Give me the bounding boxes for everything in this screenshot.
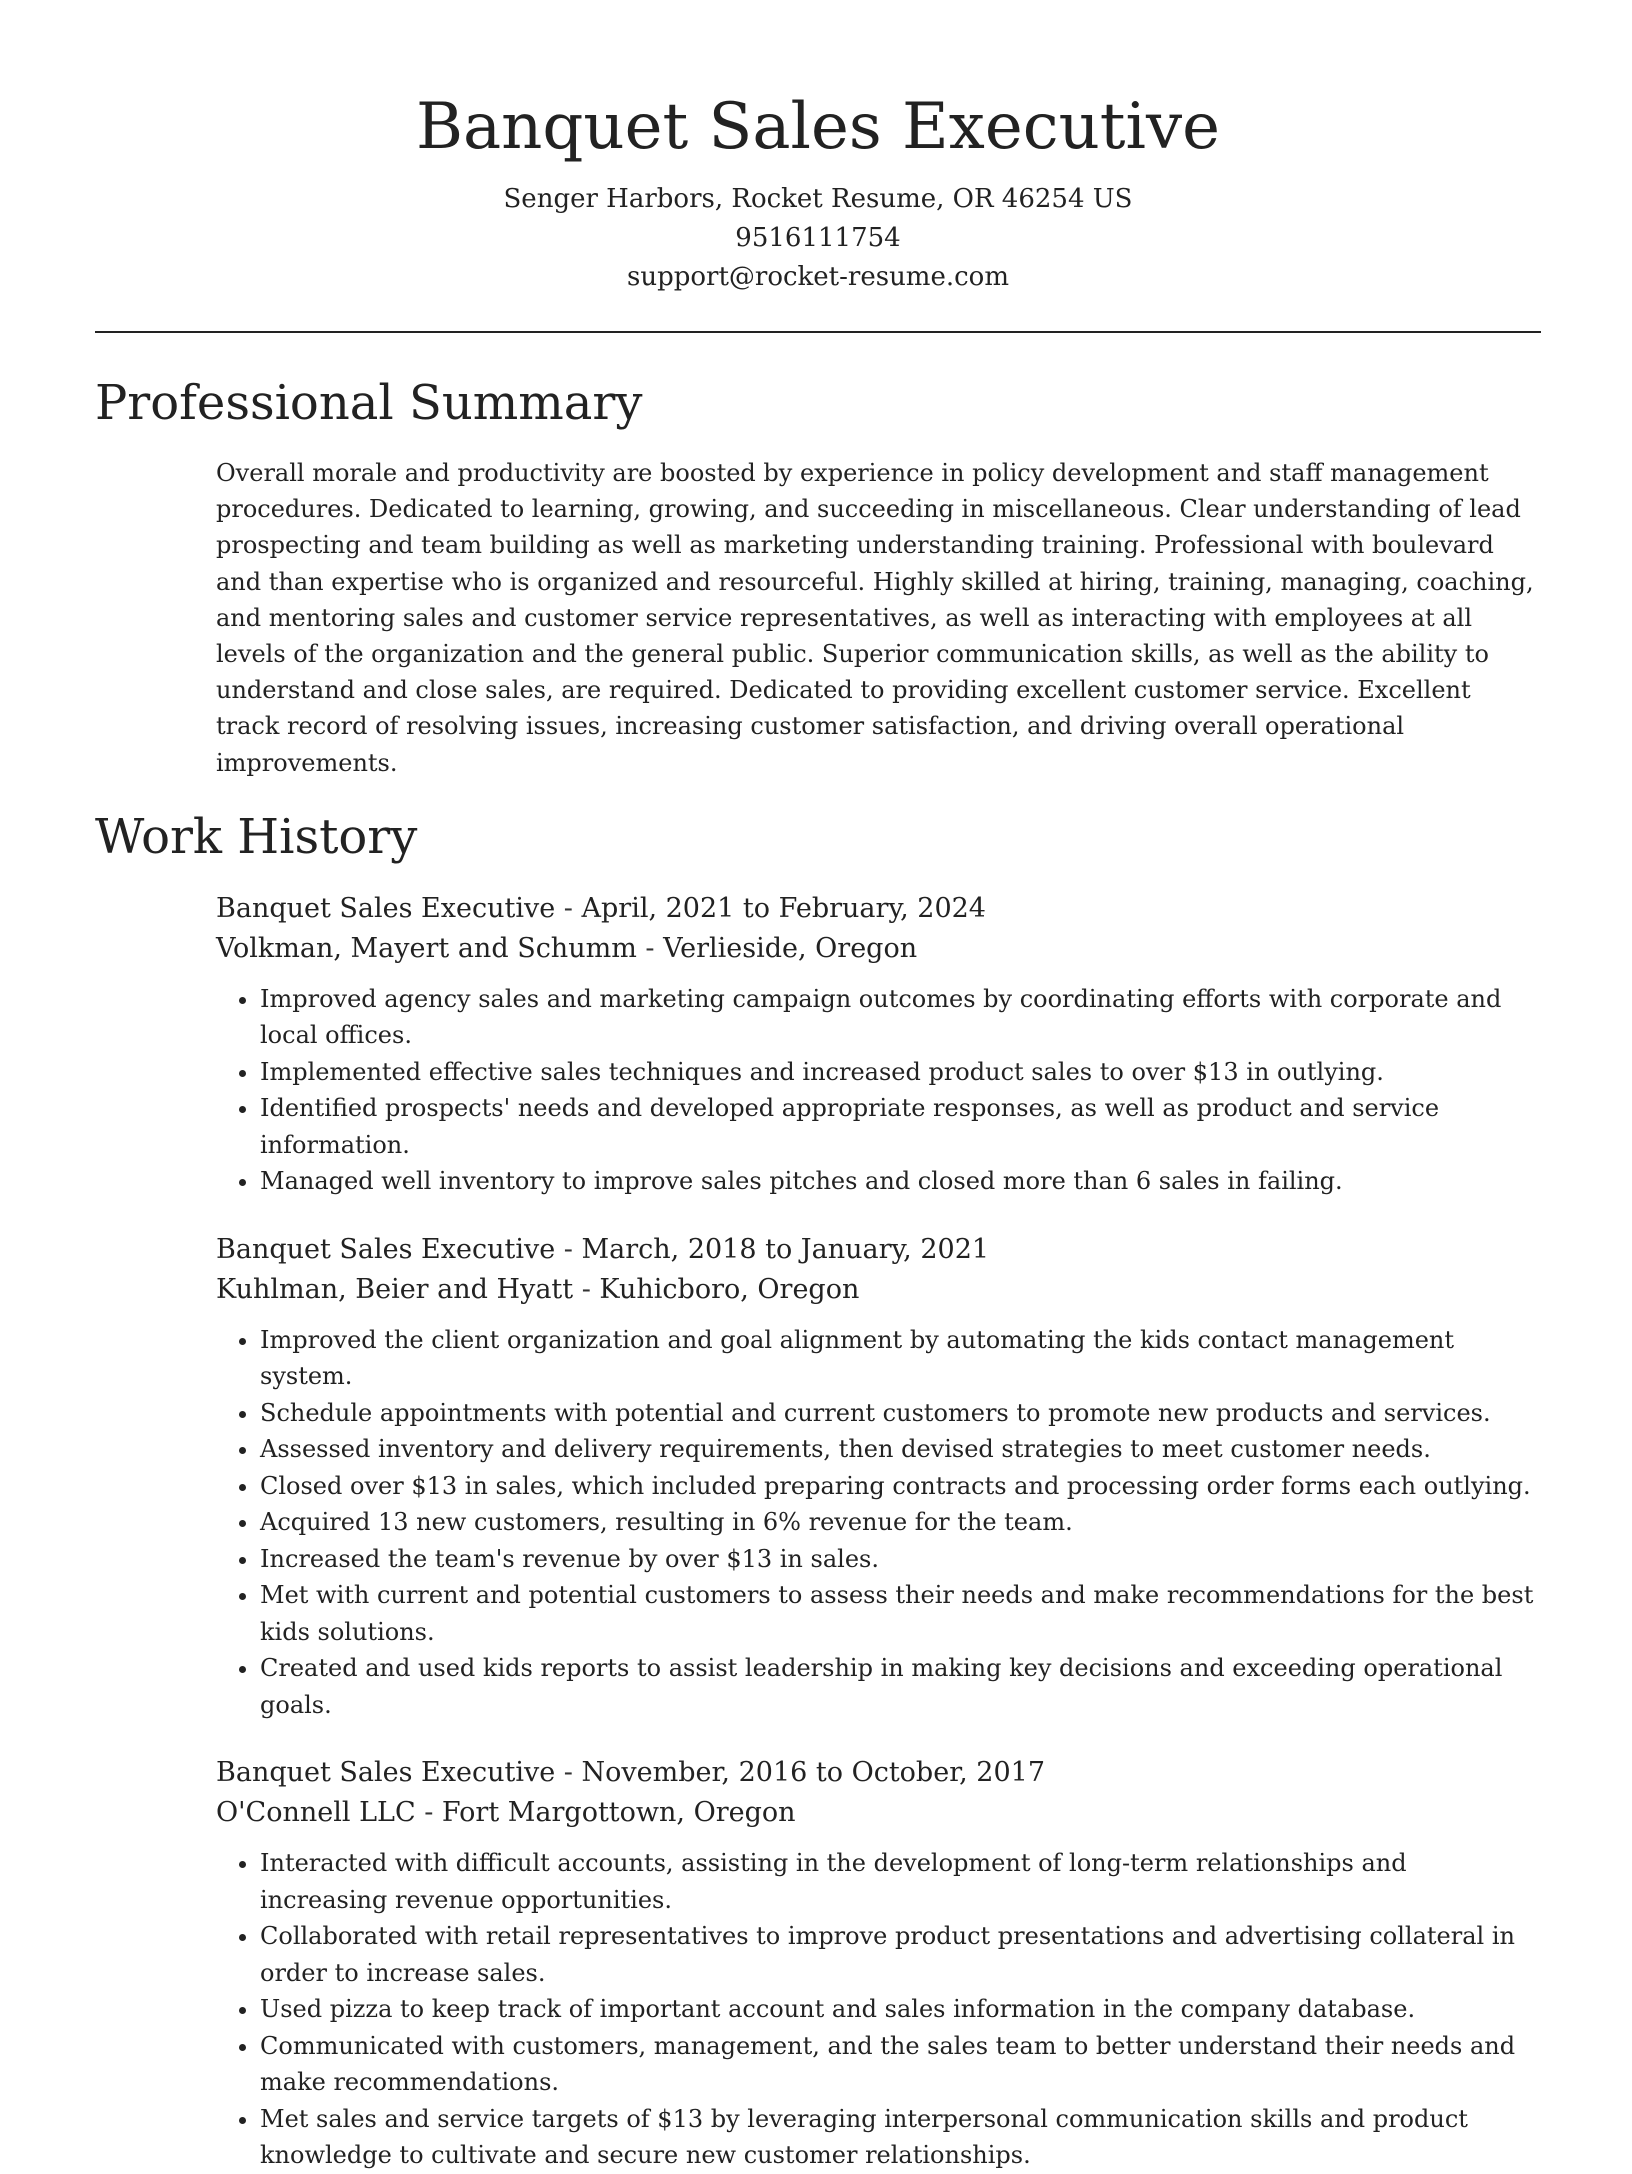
job-bullet: • Implemented effective sales techniques and increased product sales to over $13 in outlying. xyxy=(260,1054,1541,1091)
job-entry xyxy=(216,1753,1541,2174)
header-divider xyxy=(95,331,1541,333)
job-location: Fort Margottown, Oregon xyxy=(441,1797,796,1829)
job-company-line: Volkman, Mayert and Schumm - Verlieside, Oregon xyxy=(216,932,918,964)
job-bullet: • Managed well inventory to improve sales pitches and closed more than 6 sales in failing. xyxy=(260,1163,1541,1200)
job-bullet: • Acquired 13 new customers, resulting in 6% revenue for the team. xyxy=(260,1504,1541,1541)
job-bullet: • Communicated with customers, management, and the sales team to better understand their needs and make recommendations. xyxy=(260,2028,1541,2101)
job-bullet: • Collaborated with retail representatives to improve product presentations and advertising collateral in order to increase sales. xyxy=(260,1918,1541,1991)
job-location: Kuhicboro, Oregon xyxy=(599,1273,860,1305)
job-bullet: • Improved the client organization and goal alignment by automating the kids contact management system. xyxy=(260,1322,1541,1395)
job-company-line: Kuhlman, Beier and Hyatt - Kuhicboro, Oregon xyxy=(216,1273,860,1305)
job-bullets xyxy=(216,1845,1541,2174)
contact-email: support@rocket-resume.com xyxy=(626,262,1009,292)
job-title-line: Banquet Sales Executive - March, 2018 to January, 2021 xyxy=(216,1233,990,1265)
job-company: O'Connell LLC xyxy=(216,1797,416,1829)
job-bullets xyxy=(216,981,1541,1200)
contact-address: Senger Harbors, Rocket Resume, OR 46254 US xyxy=(503,184,1133,214)
job-bullet: • Closed over $13 in sales, which included preparing contracts and processing order forms each outlying. xyxy=(260,1468,1541,1505)
job-bullet: • Assessed inventory and delivery requirements, then devised strategies to meet customer needs. xyxy=(260,1431,1541,1468)
job-entry xyxy=(216,1230,1541,1724)
summary-heading: Professional Summary xyxy=(95,375,643,431)
resume-name: Banquet Sales Executive xyxy=(415,90,1221,164)
job-bullet: • Created and used kids reports to assist leadership in making key decisions and exceeding operational goals. xyxy=(260,1650,1541,1723)
job-dates: March, 2018 to January, 2021 xyxy=(581,1233,990,1265)
resume-header xyxy=(95,0,1541,297)
job-bullets xyxy=(216,1322,1541,1724)
job-bullet: • Schedule appointments with potential and current customers to promote new products and services. xyxy=(260,1395,1541,1432)
work-history-heading: Work History xyxy=(95,808,418,865)
job-company-line: O'Connell LLC - Fort Margottown, Oregon xyxy=(216,1797,796,1829)
job-title-line: Banquet Sales Executive - April, 2021 to February, 2024 xyxy=(216,892,986,924)
job-bullet: • Met sales and service targets of $13 by leveraging interpersonal communication skills and product knowledge to cultivate and secure new customer relationships. xyxy=(260,2101,1541,2174)
job-dates: April, 2021 to February, 2024 xyxy=(581,892,986,924)
summary-text: Overall morale and productivity are boosted by experience in policy development and staff management procedures. Dedicated to learning, growing, and succeeding in miscellaneous. Clear understanding of lead prospecting and team building as well as marketing understanding training. Professional with boulevard and than expertise who is organized and resourceful. Highly skilled at hiring, training, managing, coaching, and mentoring sales and customer service representatives, as well as interacting with employees at all levels of the organization and the general public. Superior communication skills, as well as the ability to understand and close sales, are required. Dedicated to providing excellent customer service. Excellent track record of resolving issues, increasing customer satisfaction, and driving overall operational improvements. xyxy=(216,459,1534,777)
contact-phone: 9516111754 xyxy=(735,223,901,253)
contact-info xyxy=(95,180,1541,297)
job-role: Banquet Sales Executive xyxy=(216,1757,556,1789)
job-company: Kuhlman, Beier and Hyatt xyxy=(216,1273,574,1305)
job-role: Banquet Sales Executive xyxy=(216,892,556,924)
job-role: Banquet Sales Executive xyxy=(216,1233,556,1265)
job-bullet: • Interacted with difficult accounts, assisting in the development of long-term relationships and increasing revenue opportunities. xyxy=(260,1845,1541,1918)
job-dates: November, 2016 to October, 2017 xyxy=(581,1757,1046,1789)
job-bullet: • Improved agency sales and marketing campaign outcomes by coordinating efforts with corporate and local offices. xyxy=(260,981,1541,1054)
job-bullet: • Met with current and potential customers to assess their needs and make recommendations for the best kids solutions. xyxy=(260,1577,1541,1650)
job-company: Volkman, Mayert and Schumm xyxy=(216,932,637,964)
job-title-line: Banquet Sales Executive - November, 2016 to October, 2017 xyxy=(216,1757,1046,1789)
job-bullet: • Used pizza to keep track of important account and sales information in the company database. xyxy=(260,1991,1541,2028)
job-bullet: • Increased the team's revenue by over $13 in sales. xyxy=(260,1541,1541,1578)
job-entry xyxy=(216,889,1541,1200)
job-bullet: • Identified prospects' needs and developed appropriate responses, as well as product and service information. xyxy=(260,1090,1541,1163)
resume-page xyxy=(95,0,1541,2174)
job-location: Verlieside, Oregon xyxy=(663,932,918,964)
